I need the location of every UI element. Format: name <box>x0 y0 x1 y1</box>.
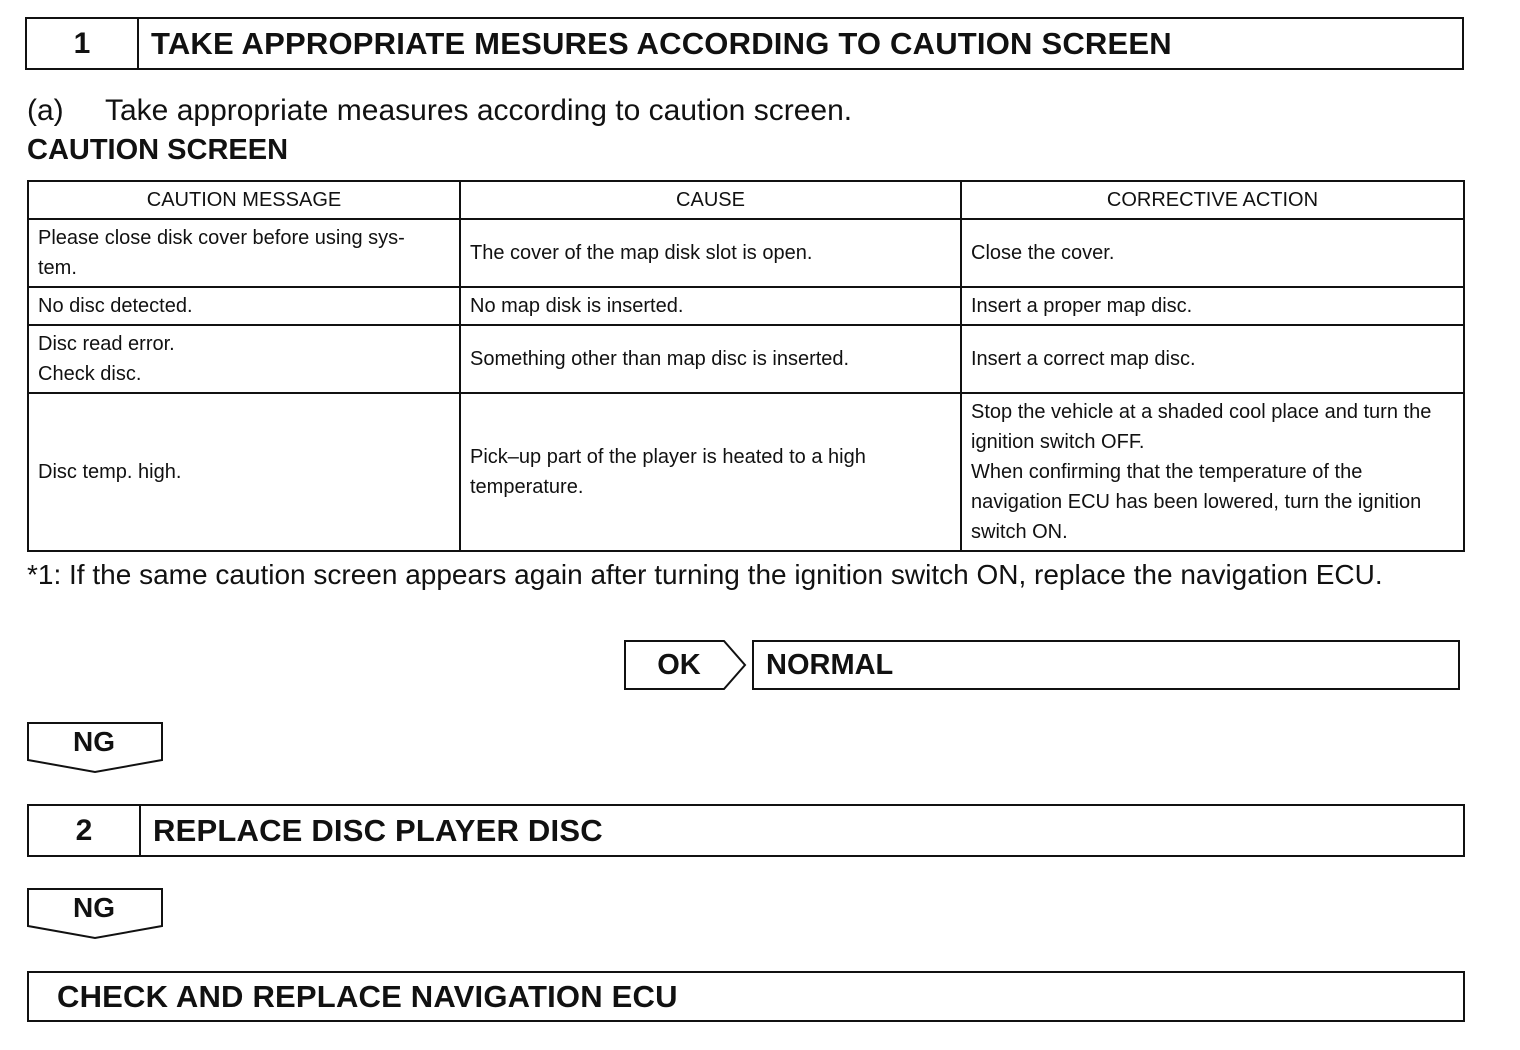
table-header-row <box>28 181 1464 219</box>
normal-result-label: NORMAL <box>766 648 894 681</box>
table-row <box>28 325 1464 393</box>
table-row <box>28 393 1464 551</box>
header-cause: CAUSE <box>460 181 961 219</box>
ok-label: OK <box>657 648 701 681</box>
ng-label: NG <box>73 726 115 757</box>
corrective-action-cell: Close the cover. <box>961 219 1464 287</box>
step-2-number: 2 <box>29 806 141 855</box>
corrective-action-cell: Insert a proper map disc. <box>961 287 1464 325</box>
table-row <box>28 219 1464 287</box>
cause-cell: The cover of the map disk slot is open. <box>460 219 961 287</box>
step-2-box <box>27 804 1465 857</box>
substep-a <box>27 94 852 128</box>
header-corrective-action: CORRECTIVE ACTION <box>961 181 1464 219</box>
caution-message-cell: Disc temp. high. <box>28 393 460 551</box>
caution-message-cell: Disc read error. Check disc. <box>28 325 460 393</box>
header-caution-message: CAUTION MESSAGE <box>28 181 460 219</box>
step-2-title: REPLACE DISC PLAYER DISC <box>153 812 603 848</box>
final-step-title: CHECK AND REPLACE NAVIGATION ECU <box>57 978 678 1014</box>
table-row <box>28 287 1464 325</box>
ng-label: NG <box>73 892 115 923</box>
cause-cell: No map disk is inserted. <box>460 287 961 325</box>
cause-cell: Something other than map disc is inserted. <box>460 325 961 393</box>
caution-message-cell: Please close disk cover before using sys- tem. <box>28 219 460 287</box>
corrective-action-cell: Stop the vehicle at a shaded cool place and turn the ignition switch OFF. When confirming that the temperature of the navigation ECU has been lowered, turn the ignition switch ON. <box>961 393 1464 551</box>
caution-screen-heading: CAUTION SCREEN <box>27 134 289 166</box>
normal-result-box <box>752 640 1460 690</box>
step-1-box <box>25 17 1464 70</box>
caution-table <box>27 180 1465 552</box>
ok-branch <box>624 640 1464 692</box>
step-1-title: TAKE APPROPRIATE MESURES ACCORDING TO CAUTION SCREEN <box>151 25 1172 61</box>
corrective-action-cell: Insert a correct map disc. <box>961 325 1464 393</box>
cause-cell: Pick–up part of the player is heated to a high temperature. <box>460 393 961 551</box>
ng-branch-2 <box>27 888 165 940</box>
ng-branch-1 <box>27 722 165 774</box>
final-step-box <box>27 971 1465 1022</box>
caution-message-cell: No disc detected. <box>28 287 460 325</box>
substep-label: (a) <box>27 94 64 127</box>
substep-text: Take appropriate measures according to caution screen. <box>105 94 853 127</box>
footnote: *1: If the same caution screen appears again after turning the ignition switch ON, replace the navigation ECU. <box>27 559 1383 590</box>
step-1-number: 1 <box>27 19 139 68</box>
